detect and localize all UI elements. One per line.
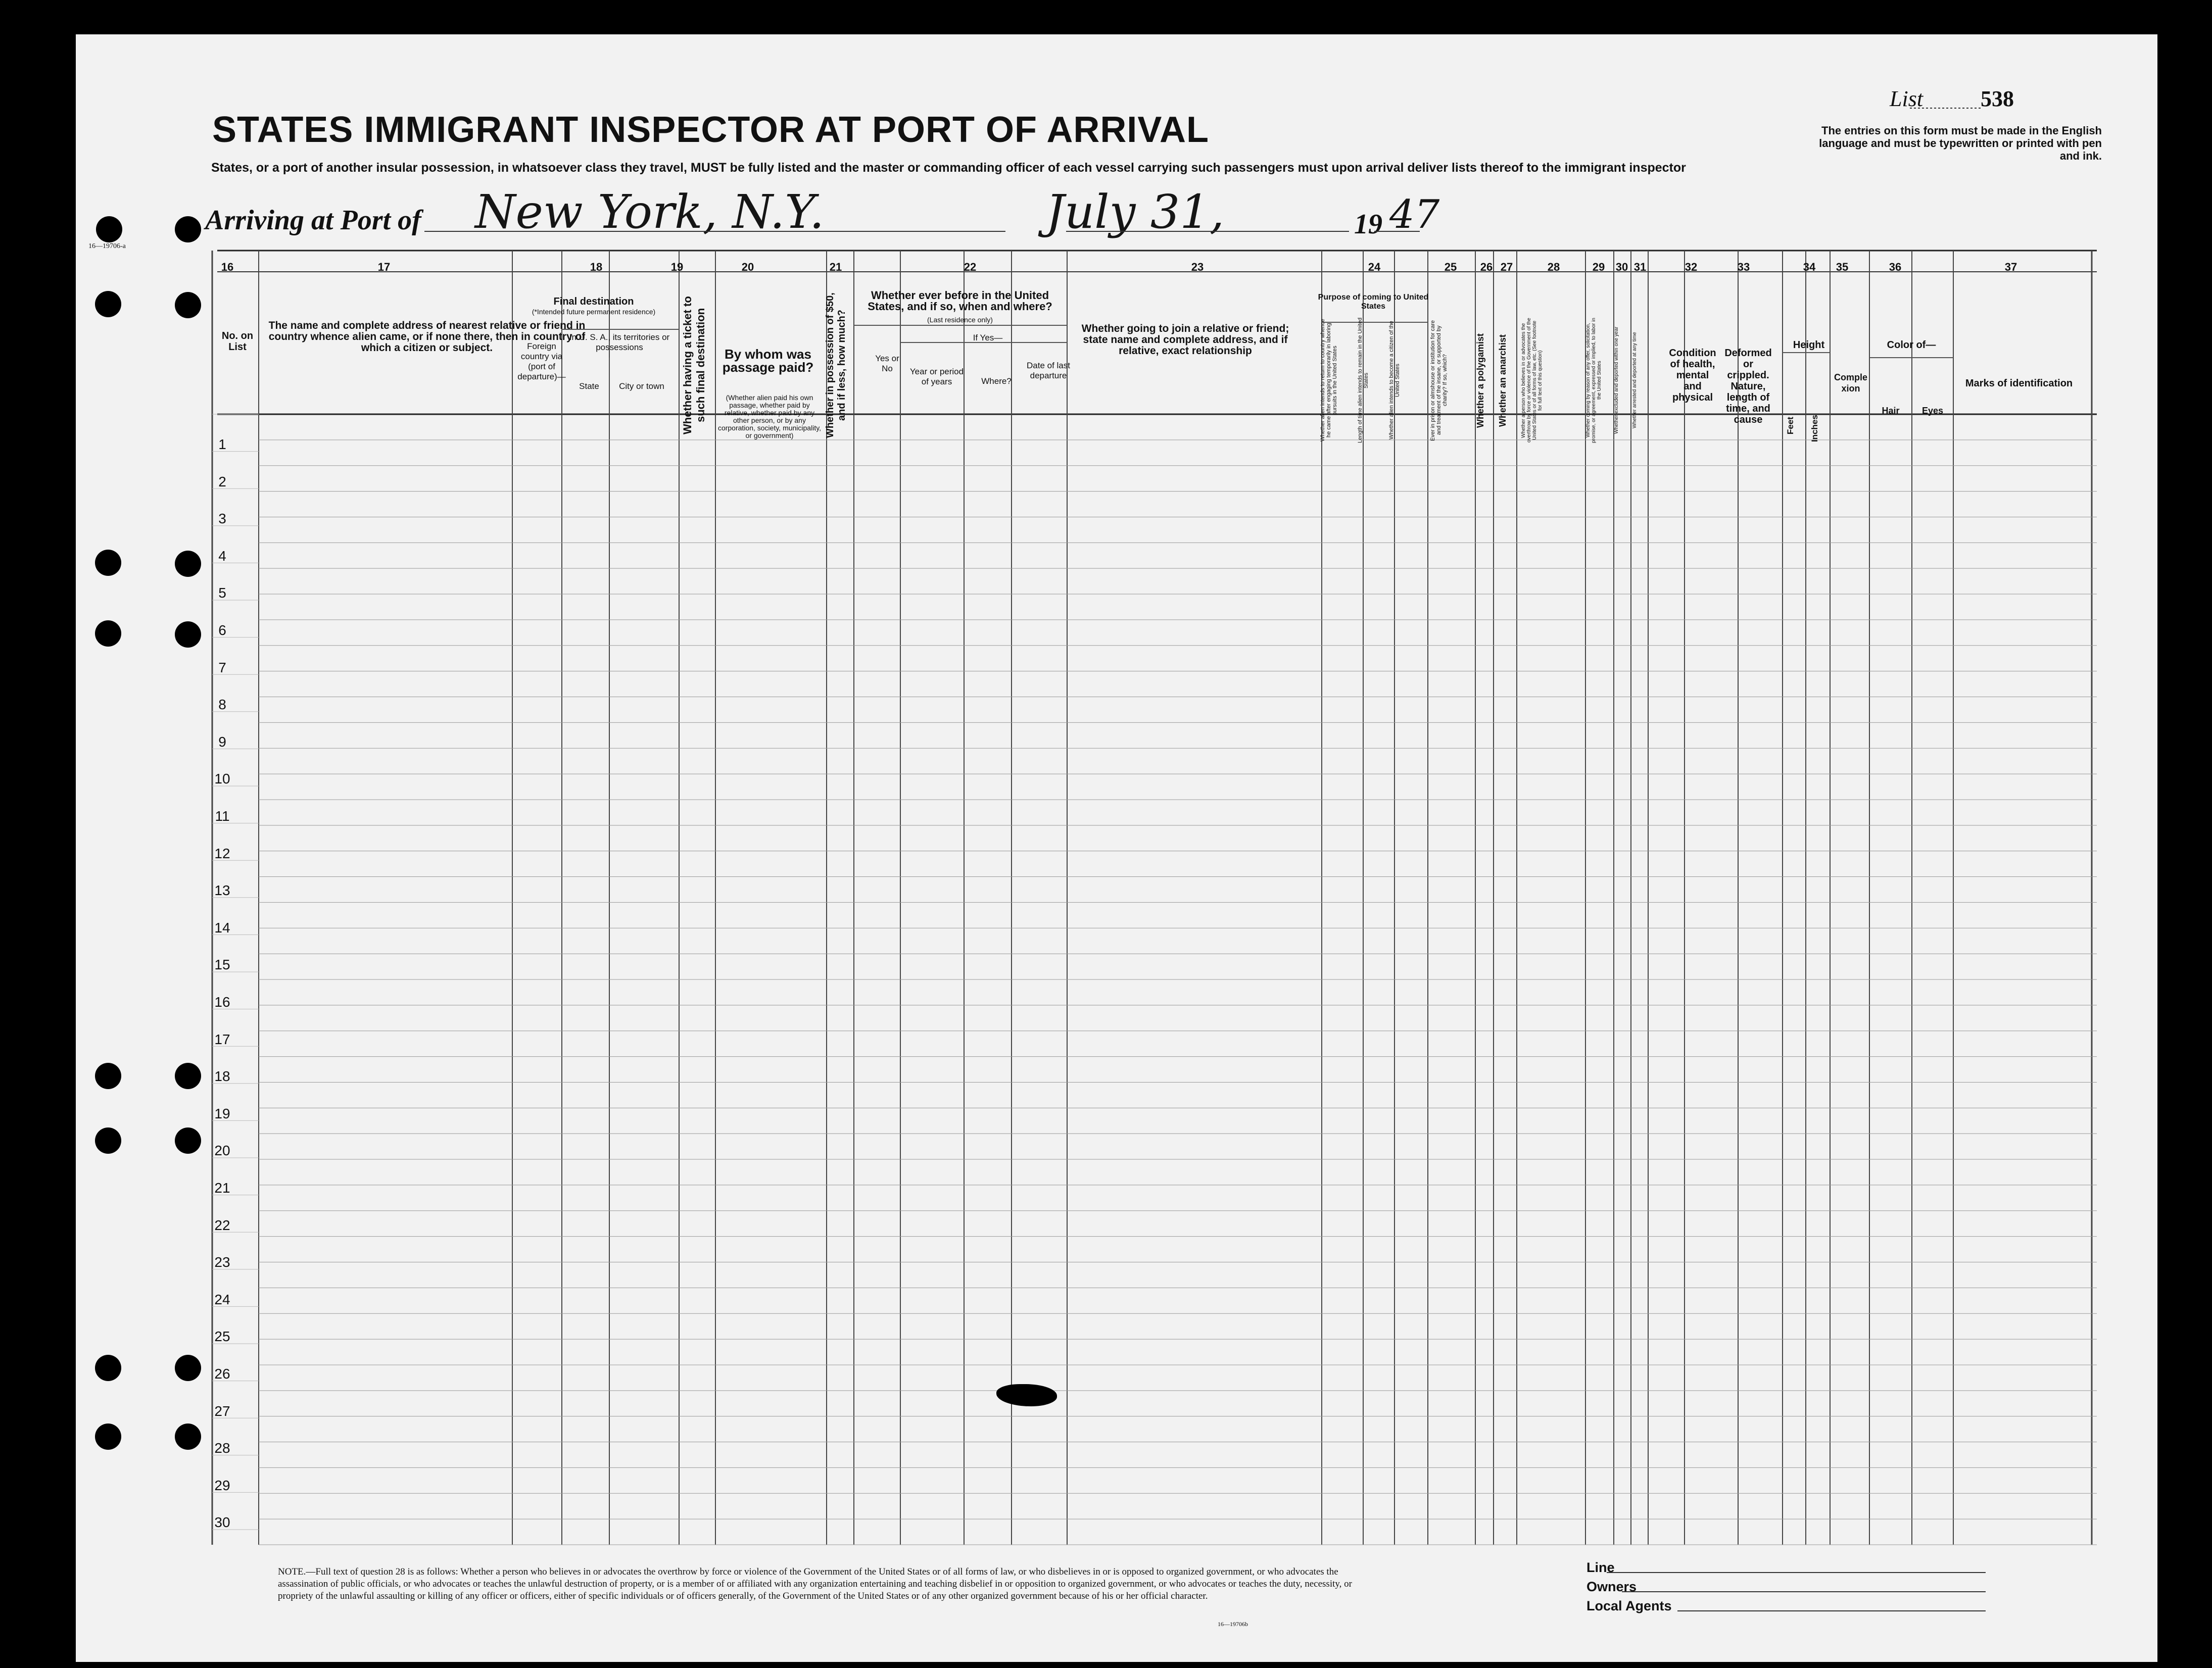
col-20-title: By whom was passage paid? xyxy=(722,347,814,375)
col-30-header: Whether excluded and deported within one year xyxy=(1614,326,1619,434)
col-34-title: Height xyxy=(1793,339,1825,351)
col-18-title: Final destination xyxy=(553,296,634,307)
year-prefix: 19 xyxy=(1354,209,1382,240)
col-34-feet: Feet xyxy=(1786,417,1795,435)
row-number: 26 xyxy=(214,1366,230,1382)
list-number: 538 xyxy=(1981,86,2014,111)
col-31-number: 31 xyxy=(1633,261,1647,273)
col-29-number: 29 xyxy=(1592,261,1605,273)
col-23-number: 23 xyxy=(1191,261,1204,273)
col-25-number: 25 xyxy=(1444,261,1457,273)
port-handwritten: New York, N.Y. xyxy=(475,185,825,239)
col-24-number: 24 xyxy=(1368,261,1381,273)
list-label: List xyxy=(1890,86,1924,111)
binding-hole xyxy=(95,291,121,317)
col-30-number: 30 xyxy=(1615,261,1628,273)
col-29-header: Whether coming by reason of any offer, solicitation, promise, or agreement, expressed or implied, to labor in the United States xyxy=(1585,318,1602,443)
binding-hole xyxy=(95,620,121,647)
footer-note: NOTE.—Full text of question 28 is as follows: Whether a person who believes in or advocates the overthrow by force or violence of the Government of the United States or of all forms of law, or who disbelieves in or is opposed to organized government, or who advocates the assassination of public officials, or who advocates or teaches the unlawful destruction of property, or is a member of or affiliated with any organization entertaining and teaching disbelief in or opposition to organized government, or who advocates or teaches the duty, necessity, or propriety of the unlawful assaulting or killing of any officer or officers, either of specific individuals or of officers generally, of the Government of the United States or of any other organized government because of his or her official character. xyxy=(278,1566,1352,1601)
row-number: 8 xyxy=(218,697,226,713)
row-number: 3 xyxy=(218,511,226,527)
col-18-note: (*Intended future permanent residence) xyxy=(532,308,656,316)
col-36-hair: Hair xyxy=(1882,406,1900,416)
binding-hole xyxy=(175,1355,201,1381)
col-22-where: Where? xyxy=(981,376,1012,386)
col-17-header: The name and complete address of nearest relative or friend in country whence alien came, or if none there, then in country of which a citizen or subject. xyxy=(268,320,586,354)
col-20-note: (Whether alien paid his own passage, whether paid by relative, whether paid by any other person, or by any corporation, society, municipality, or government) xyxy=(717,394,822,439)
binding-hole xyxy=(95,1063,121,1089)
row-number: 17 xyxy=(214,1031,230,1047)
manifest-sheet xyxy=(76,34,2157,1662)
col-32-number: 32 xyxy=(1685,261,1698,273)
row-number: 25 xyxy=(214,1329,230,1345)
col-24-title: Purpose of coming to United States xyxy=(1318,293,1429,311)
col-37-header: Marks of identification xyxy=(1965,378,2073,389)
row-number: 12 xyxy=(214,845,230,861)
binding-hole xyxy=(175,621,201,648)
line-label: Line xyxy=(1586,1560,1615,1575)
col-36-eyes: Eyes xyxy=(1921,406,1944,416)
col-18-usa: In U. S. A., its territories or possessions xyxy=(569,332,670,352)
col-34-number: 34 xyxy=(1803,261,1816,273)
row-number: 16 xyxy=(214,994,230,1010)
col-25-header: Ever in prison or almshouse or institution for care and treatment of the insane, or supported by charity? If so, which? xyxy=(1430,320,1448,441)
col-19-number: 19 xyxy=(670,261,684,273)
form-code: 16—19706b xyxy=(1218,1621,1248,1628)
col-36-number: 36 xyxy=(1889,261,1902,273)
col-26-header: Whether a polygamist xyxy=(1475,333,1485,428)
col-27-number: 27 xyxy=(1500,261,1513,273)
row-number: 13 xyxy=(214,882,230,899)
col-24-a: Whether alien intends to return to country whence he came after engaging temporarily in laboring pursuits in the United States xyxy=(1320,319,1338,442)
col-33-number: 33 xyxy=(1737,261,1750,273)
binding-hole xyxy=(175,292,201,318)
local-agents-label: Local Agents xyxy=(1586,1598,1672,1613)
page-title: STATES IMMIGRANT INSPECTOR AT PORT OF ARRIVAL xyxy=(212,110,1209,150)
col-17-number: 17 xyxy=(377,261,391,273)
col-22-number: 22 xyxy=(964,261,977,273)
col-23-header: Whether going to join a relative or friend; state name and complete address, and if relative, exact relationship xyxy=(1081,323,1289,357)
binding-hole xyxy=(95,1127,121,1154)
col-26-number: 26 xyxy=(1480,261,1493,273)
col-16-number: 16 xyxy=(221,261,234,273)
row-number: 14 xyxy=(214,919,230,936)
row-number: 7 xyxy=(218,659,226,675)
binding-hole xyxy=(175,551,201,577)
binding-hole xyxy=(95,550,121,576)
col-22-period: Year or period of years xyxy=(909,367,964,386)
col-18-state: State xyxy=(579,381,599,391)
col-35-header: Complexion xyxy=(1834,372,1867,394)
col-28-header: Whether a person who believes in or advocates the overthrow by force or violence of the Government of the United States or of all forms of law, etc. (See footnote for full text of this question) xyxy=(1521,318,1543,443)
row-number: 10 xyxy=(214,771,230,787)
year-handwritten: 47 xyxy=(1389,192,1440,237)
row-number: 4 xyxy=(218,548,226,564)
row-number: 22 xyxy=(214,1217,230,1233)
col-22-date: Date of last departure xyxy=(1027,361,1070,380)
row-number: 9 xyxy=(218,733,226,750)
row-number: 11 xyxy=(215,808,230,824)
col-21-number: 21 xyxy=(829,261,842,273)
row-number: 29 xyxy=(214,1477,230,1493)
col-24-b: Length of time alien intends to remain in the United States xyxy=(1357,317,1369,444)
col-18-foreign: Foreign country via (port of departure)— xyxy=(517,341,566,381)
col-27-header: Whether an anarchist xyxy=(1498,334,1508,427)
col-20-number: 20 xyxy=(741,261,754,273)
col-28-number: 28 xyxy=(1547,261,1560,273)
row-number: 19 xyxy=(214,1105,230,1121)
form-ruling xyxy=(76,34,2157,1662)
col-18-number: 18 xyxy=(590,261,603,273)
row-number: 21 xyxy=(214,1180,230,1196)
row-number: 6 xyxy=(218,622,226,638)
row-number: 18 xyxy=(214,1068,230,1085)
col-21-header: Whether in possession of $50, and if less, how much? xyxy=(825,292,847,438)
form-number: 16—19706-a xyxy=(88,242,126,250)
col-33-header: Deformed or crippled. Nature, length of time, and cause xyxy=(1724,348,1772,425)
col-35-number: 35 xyxy=(1836,261,1849,273)
row-number: 24 xyxy=(214,1291,230,1307)
col-31-header: Whether arrested and deported at any time xyxy=(1632,332,1638,429)
col-32-header: Condition of health, mental and physical xyxy=(1669,348,1716,403)
col-18-city: City or town xyxy=(619,381,664,391)
col-36-title: Color of— xyxy=(1887,339,1936,351)
row-number: 1 xyxy=(218,436,226,452)
col-19-header: Whether having a ticket to such final destination xyxy=(681,296,707,434)
binding-hole xyxy=(175,216,201,242)
page-subtitle: States, or a port of another insular possession, in whatsoever class they travel, MUST be fully listed and the master or commanding officer of each vessel carrying such passengers must upon arrival deliver lists thereof to the immigrant inspector xyxy=(211,161,1686,175)
binding-hole xyxy=(175,1424,201,1450)
row-number: 23 xyxy=(214,1254,230,1270)
col-16-header: No. on List xyxy=(221,330,254,353)
col-22-yesno: Yes or No xyxy=(875,354,899,373)
col-24-c: Whether alien intends to become a citizen of the United States xyxy=(1388,321,1401,440)
col-34-inches: Inches xyxy=(1810,415,1819,442)
col-22-note: (Last residence only) xyxy=(927,316,993,324)
form-instructions: The entries on this form must be made in the English language and must be typewritten or printed with pen and ink. xyxy=(1819,124,2102,162)
row-number: 15 xyxy=(214,957,230,973)
row-number: 20 xyxy=(214,1143,230,1159)
binding-hole xyxy=(95,1355,121,1381)
col-37-number: 37 xyxy=(2004,261,2017,273)
date-handwritten: July 31, xyxy=(1046,185,1225,239)
row-number: 27 xyxy=(214,1403,230,1419)
row-number: 28 xyxy=(214,1440,230,1456)
binding-hole xyxy=(95,1424,121,1450)
col-22-title: Whether ever before in the United States, and if so, when and where? xyxy=(868,289,1052,313)
arriving-label: Arriving at Port of xyxy=(205,205,421,236)
col-22-ifyes: If Yes— xyxy=(973,333,1003,342)
row-number: 2 xyxy=(218,473,226,489)
row-number: 30 xyxy=(214,1514,230,1531)
row-number: 5 xyxy=(218,585,226,601)
binding-hole xyxy=(96,216,122,242)
binding-hole xyxy=(175,1063,201,1089)
owners-label: Owners xyxy=(1586,1579,1637,1594)
binding-hole xyxy=(175,1127,201,1154)
